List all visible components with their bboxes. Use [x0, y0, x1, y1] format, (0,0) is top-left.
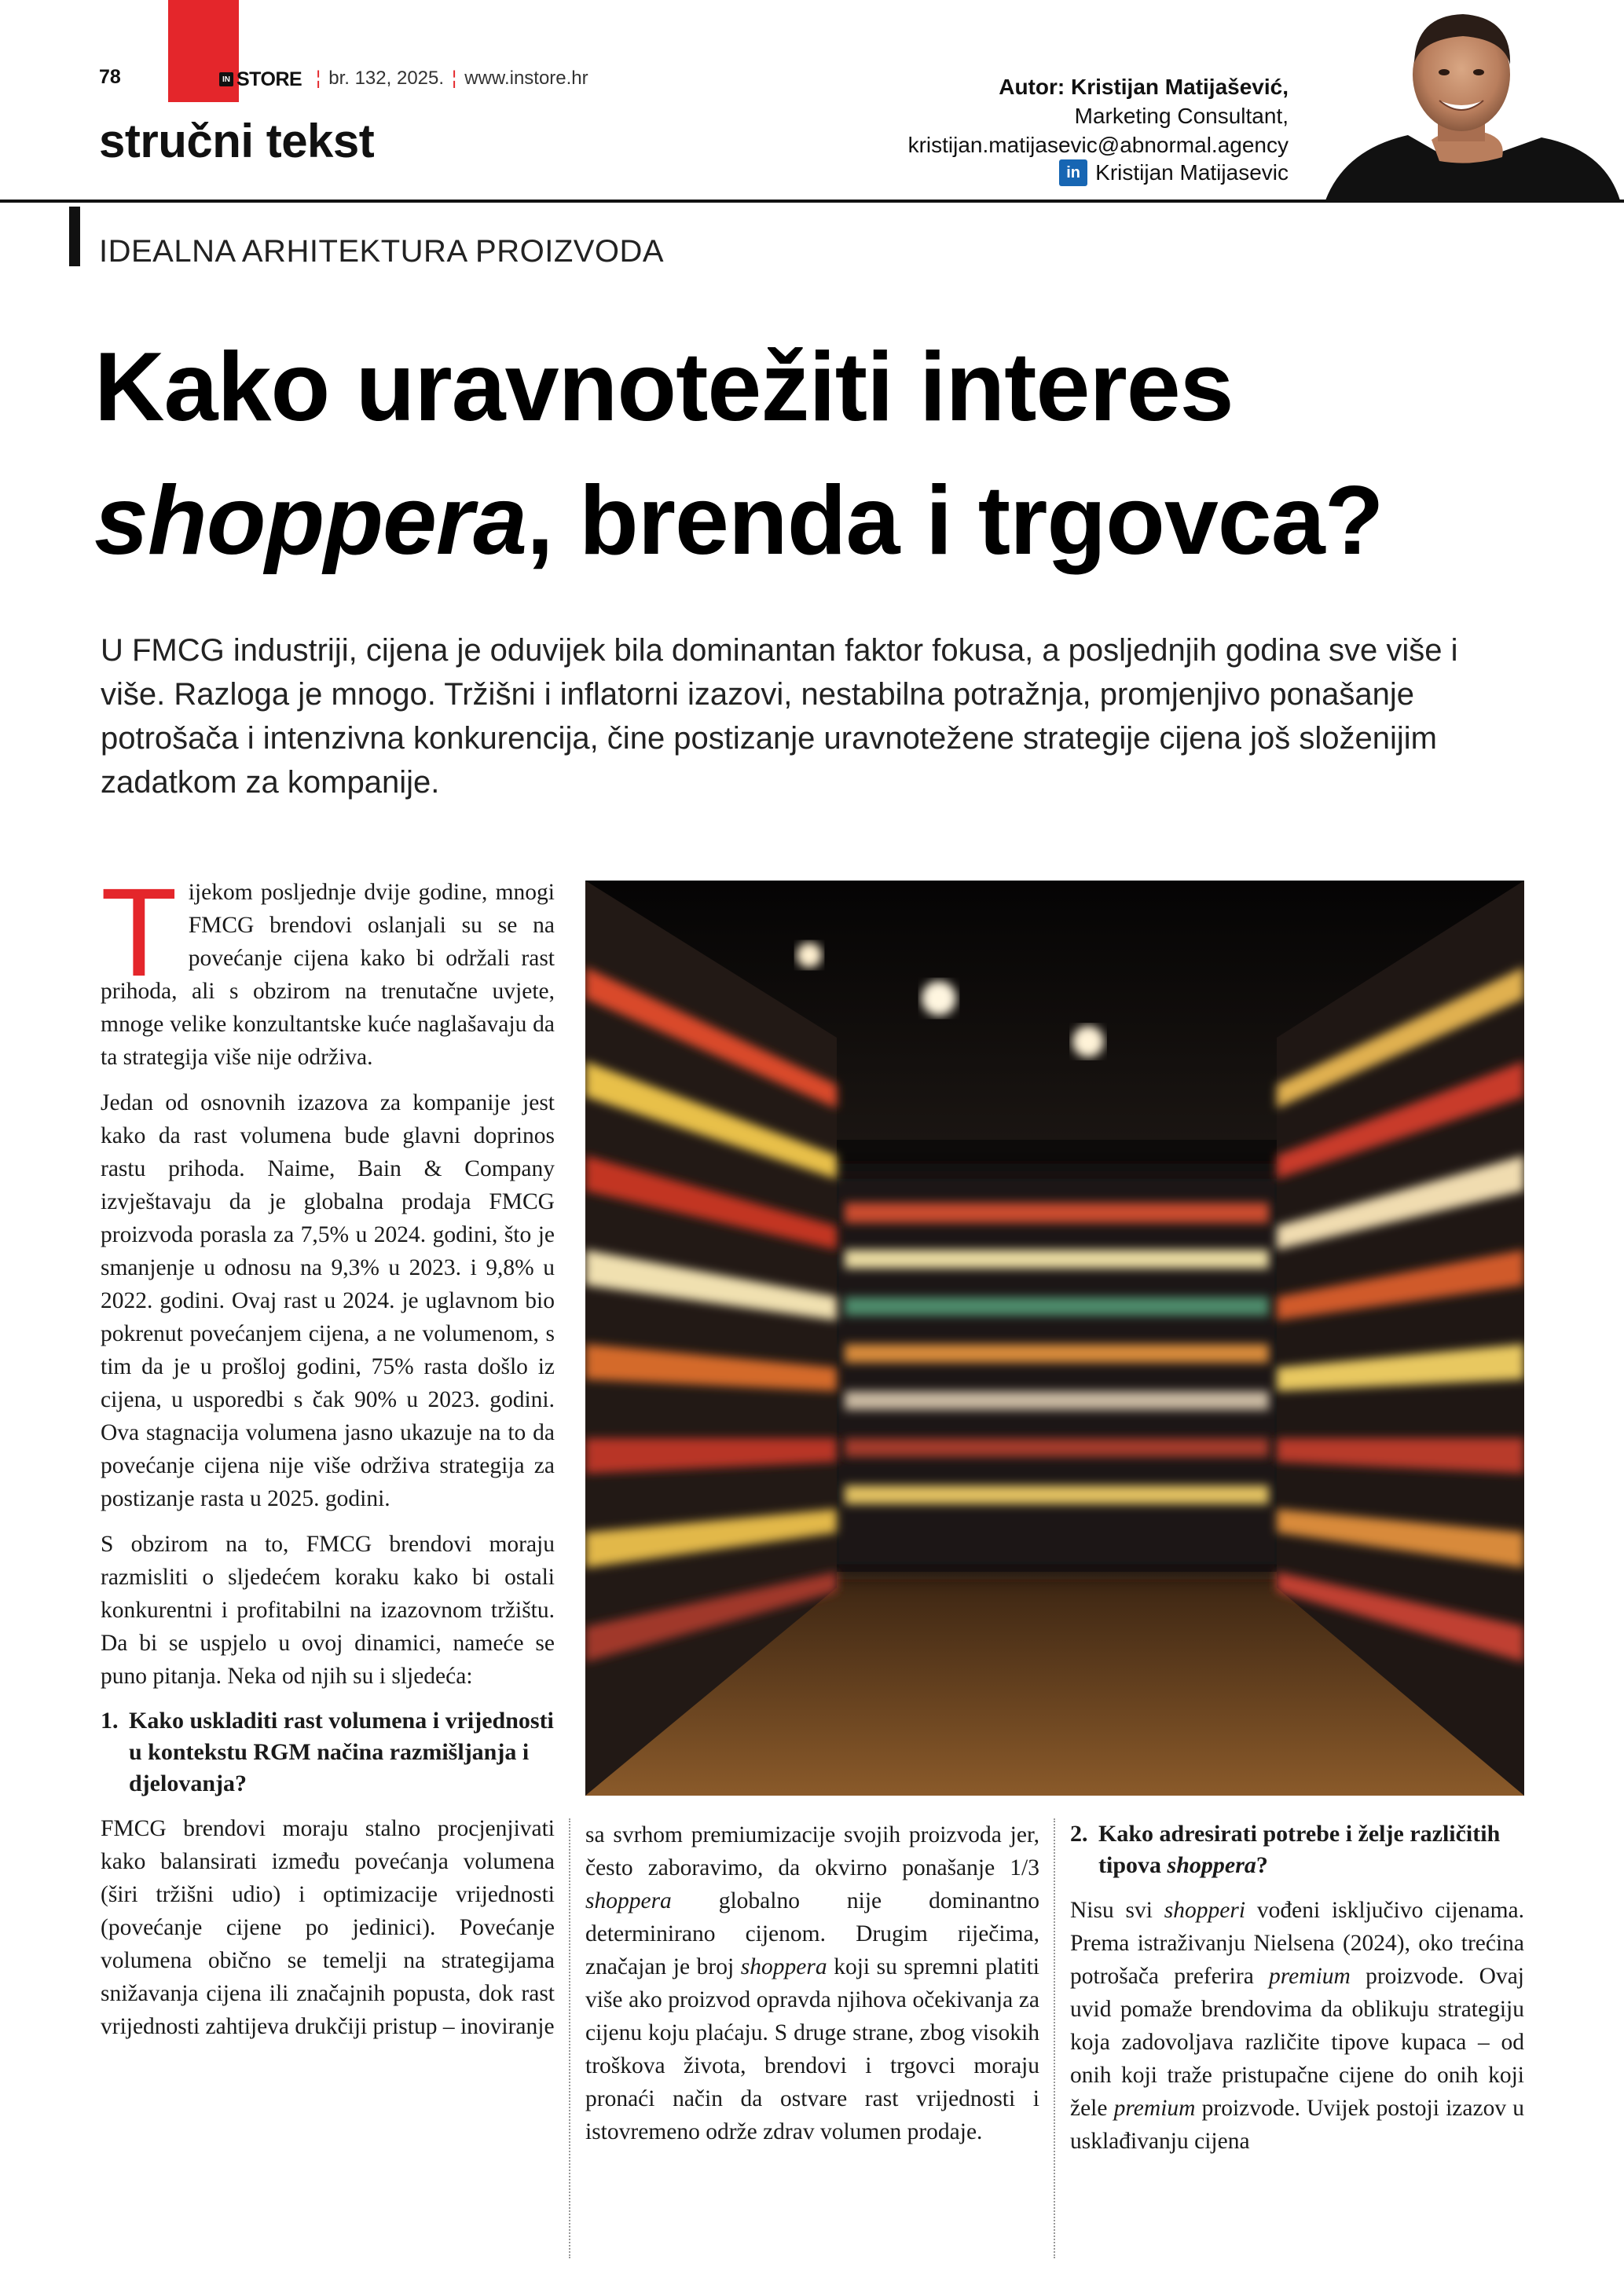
p5-part: sa svrhom premiumizacije svojih proizvoda jer, često zaboravimo, da okvirno ponašanje 1/3 [585, 1822, 1039, 1880]
linkedin-icon: in [1059, 159, 1087, 186]
headline-line-2: , brenda i trgovca? [526, 467, 1384, 575]
page-number: 78 [99, 66, 121, 88]
q2-part: ? [1256, 1852, 1268, 1878]
author-linkedin[interactable] [1059, 159, 1289, 186]
question-1-heading [101, 1705, 555, 1800]
author-email[interactable]: kristijan.matijasevic@abnormal.agency [907, 133, 1289, 157]
paragraph-4: FMCG brendovi moraju stalno procjenjivati kako balansirati između povećanja volumena (širi tržišni udio) i optimizacije vrijednosti (povećanje cijene po jedinici). Povećanje volumena obično se temelji na strategijama snižavanja cijena ili značajnih popusta, dok rast vrijednosti zahtijeva drukčiji pristup – inoviranje [101, 1816, 555, 2039]
issue-info [316, 68, 588, 90]
linkedin-name: Kristijan Matijasevic [1095, 160, 1289, 185]
body-column-3 [1070, 1818, 1524, 2170]
p5-italic: shoppera [740, 1954, 827, 1979]
question-1-number: 1. [101, 1708, 119, 1734]
article-kicker: IDEALNA ARHITEKTURA PROIZVODA [99, 234, 665, 269]
question-2-number: 2. [1070, 1821, 1088, 1847]
question-2-heading [1070, 1818, 1524, 1881]
p5-part: koji su spremni platiti više ako proizvod opravda njihova očekivanja za cijenu koju plaćaju. S druge strane, zbog visokih troškova života, brendovi i trgovci moraju pronaći način da ostvare rast vrijednosti i istovremeno održe zdrav volumen prodaje. [585, 1954, 1039, 2144]
p6-italic: shopperi [1164, 1898, 1246, 1923]
body-column-2 [585, 1818, 1039, 2161]
q2-part: Kako adresirati potrebe i želje različitih tipova [1098, 1821, 1501, 1878]
paragraph-3: S obzirom na to, FMCG brendovi moraju razmisliti o sljedećem koraku kako bi ostali konkurentni i profitabilni na izazovnom tržištu. Da bi se uspjelo u ovoj dinamici, nameće se puno pitanja. Neka od njih su i sljedeća: [101, 1532, 555, 1689]
p6-italic: premium [1269, 1964, 1351, 1989]
instore-logo [219, 68, 302, 91]
article-headline [94, 320, 1587, 588]
paragraph-1 [101, 862, 555, 1074]
question-1-text: Kako uskladiti rast volumena i vrijednosti u kontekstu RGM načina razmišljanja i djelovanja? [129, 1708, 554, 1796]
headline-line-1: Kako uravnotežiti interes [94, 333, 1234, 441]
header-rule [0, 200, 1624, 203]
logo-text: STORE [236, 68, 302, 90]
author-name: Autor: Kristijan Matijašević, [999, 75, 1289, 99]
drop-cap: T [101, 862, 178, 1002]
paragraph-6 [1070, 1894, 1524, 2158]
p5-part: globalno nije dominantno determinirano cijenom. Drugim riječima, značajan je broj [585, 1888, 1039, 1979]
divider: ¦ [316, 68, 321, 89]
column-divider [1054, 1818, 1055, 2258]
author-info [908, 72, 1289, 159]
paragraph-2: Jedan od osnovnih izazova za kompanije jest kako da rast volumena bude glavni doprinos rastu prihoda. Naime, Bain & Company izvještavaju da je globalna prodaja FMCG proizvoda porasla za 7,5% u 2024. godini, što je smanjenje u odnosu na 9,3% u 2023. i 9,8% u 2022. godini. Ovaj rast u 2024. je uglavnom bio pokrenut povećanjem cijena, a ne volumenom, s tim da je u prošloj godini, 75% rasta došlo iz cijena, u usporedbi s čak 90% u 2023. godini. Ova stagnacija volumena jasno ukazuje na to da povećanje cijena nije više održiva strategija za postizanje rasta u 2025. godini. [101, 1090, 555, 1511]
p6-part: proizvode. Uvijek postoji izazov u usklađivanju cijena [1070, 2096, 1524, 2154]
body-column-1 [101, 862, 555, 2056]
article-lead: U FMCG industriji, cijena je oduvijek bila dominantan faktor fokusa, a posljednjih godina sve više i više. Razloga je mnogo. Tržišni i inflatorni izazovi, nestabilna potražnja, promjenjivo ponašanje potrošača i intenzivna konkurencija, čine postizanje uravnotežene strategije cijena još složenijim zadatkom za kompanije. [101, 633, 1458, 800]
kicker-bar [69, 207, 80, 266]
p6-italic: premium [1113, 2096, 1196, 2121]
supermarket-aisle-photo [585, 881, 1524, 1796]
column-divider [569, 1818, 570, 2258]
divider: ¦ [452, 68, 457, 89]
headline-italic-word: shoppera [94, 467, 527, 575]
author-photo [1314, 0, 1624, 200]
website-link[interactable]: www.instore.hr [464, 68, 588, 89]
p5-italic: shoppera [585, 1888, 672, 1913]
issue-number: br. 132, 2025. [328, 68, 445, 89]
question-2-text [1070, 1818, 1524, 1881]
logo-mark: IN [219, 72, 233, 86]
paragraph-5 [585, 1818, 1039, 2148]
p6-part: vođeni isključivo cijenama. Prema istraživanju Nielsena (2024), oko trećina potrošača preferira [1070, 1898, 1524, 1989]
paragraph-1-text: ijekom posljednje dvije godine, mnogi FMCG brendovi oslanjali su se na povećanje cijena kako bi održali rast prihoda, ali s obzirom na trenutačne uvjete, mnoge velike konzultantske kuće naglašavaju da ta strategija više nije održiva. [101, 880, 555, 1070]
p6-part: Nisu svi [1070, 1898, 1164, 1923]
author-role: Marketing Consultant, [1074, 104, 1289, 128]
section-label: stručni tekst [99, 115, 375, 167]
q2-italic: shoppera [1167, 1852, 1256, 1878]
p6-part: proizvode. Ovaj uvid pomaže brendovima da oblikuju strategiju koja zadovoljava različite tipove kupaca – od onih koji traže pristupačne cijene do onih koji žele [1070, 1964, 1524, 2121]
